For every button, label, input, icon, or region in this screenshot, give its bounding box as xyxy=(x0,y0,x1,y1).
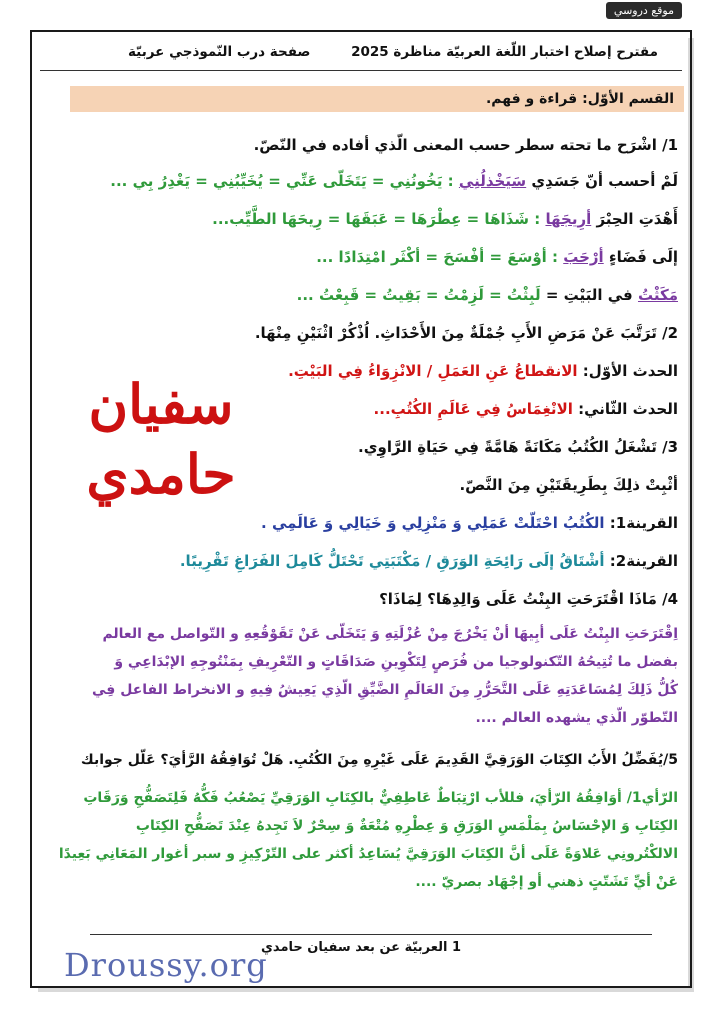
q2-e2-text: الانْغِمَاسُ فِي عَالَمِ الكُتُبِ... xyxy=(373,400,573,418)
brand-logo-text: Droussy.org xyxy=(64,946,268,984)
q4-answer-line-3: كُلُّ ذَلِكَ لِمُسَاعَدَتِهِ عَلَى التَّحَرُّرِ مِنَ العَالَمِ الضَّيِّقِ الّذِي يَعِيشُ فِيهِ و الانخراط الفاعل فِي xyxy=(92,682,678,698)
q1-question: 1/ اشْرَح ما تحته سطر حسب المعنى الّذي أفاده في النّصّ. xyxy=(253,136,678,154)
q3-c1-label: القرينة1: xyxy=(604,514,678,532)
q3-clue-2 xyxy=(180,552,678,570)
signature-first-name: سفيان xyxy=(88,372,234,436)
q1-l1-word: سَيَخْذلُنِي xyxy=(458,172,527,190)
q1-l4-word: مَكَثْتُ xyxy=(637,286,678,304)
q3-clue-1 xyxy=(261,514,678,532)
q2-event-1 xyxy=(288,362,678,380)
q1-l2-def: : شَذَاهَا = عِطْرَهَا = عَبَقَهَا = رِيحَهَا الطَّيِّب... xyxy=(212,210,546,228)
q2-e2-label: الحدث الثّاني: xyxy=(572,400,678,418)
q1-l2-word: أرِيجَهَا xyxy=(545,210,592,228)
q1-line-2 xyxy=(212,210,678,228)
q2-question: 2/ تَرَتَّبَ عَنْ مَرَضِ الأَبِ جُمْلَةٌ مِنَ الأَحْدَاثِ. اُذْكُرْ اثْنَيْنِ مِنْهَا. xyxy=(254,324,678,342)
site-tag: موقع دروسي xyxy=(606,2,682,19)
q4-question: 4/ مَاذَا اقْتَرَحَتِ البِنْتُ عَلَى وَالِدِهَا؟ لِمَاذَا؟ xyxy=(379,590,678,608)
header-subtitle: صفحة درب النّموذجي عربيّة xyxy=(128,44,311,60)
q1-l3-word: أرْحَبَ xyxy=(563,248,604,266)
q2-e1-text: الانقطاعُ عَنِ العَمَلِ / الانْزِوَاءُ فِي البَيْتِ. xyxy=(288,362,578,380)
q3-c1-text: الكُتُبُ احْتَلّتْ عَمَلِي وَ مَنْزِلِي وَ خَيَالِي وَ عَالَمِي . xyxy=(261,514,605,532)
q1-l3-def: : أوْسَعَ = أفْسَحَ = أكْثَر امْتِدَادًا ... xyxy=(316,248,564,266)
q5-question: 5/يُفَضِّلُ الأَبُ الكِتَابَ الوَرَقِيَّ القَدِيمَ عَلَى غَيْرِهِ مِنَ الكُتُبِ. هَلْ تُوَافِقُهُ الرَّأيَ؟ عَلّل جوابك xyxy=(80,752,678,768)
q5-answer-line-2: الكِتَابِ وَ الإحْسَاسُ بِمَلْمَسِ الوَرَقِ وَ عِطْرِهِ مُتْعَةٌ وَ سِحْرٌ لاَ تَجِدهُ عِنْدَ تَصَفُّحِ الكِتَابِ xyxy=(135,818,678,834)
q1-line-4 xyxy=(297,286,678,304)
header-title: مقترح إصلاح اختبار اللّغة العربيّة مناظرة 2025 xyxy=(351,44,658,60)
q5-answer-line-1: الرّأي1/ أوَافِقُهُ الرّأيَ، فللأب ارْتِبَاطٌ عَاطِفِيٌّ بالكِتَابِ الوَرَقِيِّ يَصْعُبُ فَكُّهُ فَلِتَصَفُّحِ وَرَقَاتِ xyxy=(83,790,678,806)
q4-answer-line-2: بفضل ما تُتِيحُهُ التّكنولوجيا من فُرَصٍ لِتَكْوِينِ صَدَاقَاتٍ و التّعْرِيفِ بِمَنْتُوجِهِ الإبْدَاعِي وَ xyxy=(114,654,678,670)
q3-question: 3/ تَشْغَلُ الكُتُبُ مَكَانَةً هَامَّةً فِي حَيَاةِ الرَّاوِي. xyxy=(358,438,678,456)
signature-last-name: حامدي xyxy=(86,442,236,506)
header-divider xyxy=(40,70,682,71)
q4-answer-line-4: التّطوّر الّذي يشهده العالم .... xyxy=(475,710,678,726)
q1-line-3 xyxy=(316,248,678,266)
q1-l1-def: : يَخُونُنِي = يَتَخَلّى عَنِّي = يُخَيِّبُنِي = يَغْدِرُ بِي ... xyxy=(110,172,459,190)
q1-l1-pre: لَمْ أحسب أنّ جَسَدِي xyxy=(526,172,678,190)
q3-c2-label: القرينة2: xyxy=(604,552,678,570)
footer-divider xyxy=(90,934,652,935)
page-footer: 1 العربيّة عن بعد سفيان حامدي xyxy=(261,940,461,955)
q1-l4-def: لَبِثْتُ = لَزِمْتُ = بَقِيتُ = قَبِعْتُ ... xyxy=(296,286,541,304)
q3-c2-text: أشْتَاقُ إلَى رَائِحَةِ الوَرَقِ / مَكْتَبَتِي تَحْتَلُّ كَامِلَ الفَرَاغِ تَقْرِيبًا. xyxy=(179,552,605,570)
q1-line-1 xyxy=(110,172,678,190)
q3-sub: أثْبِتْ ذلِكَ بِطَرِيقَتَيْنِ مِنَ النَّصّ. xyxy=(459,476,678,494)
page-header xyxy=(44,40,678,62)
q1-l4-pre: في البَيْتِ = xyxy=(540,286,638,304)
q1-l3-pre: إلَى فَضَاءٍ xyxy=(603,248,678,266)
exam-page xyxy=(30,30,692,988)
q2-event-2 xyxy=(374,400,678,418)
section-title: القسم الأوّل: قراءة و فهم. xyxy=(70,86,684,112)
q5-answer-line-4: عَنْ أيِّ تَشَتّتٍ ذهني أو إجْهَاد بصريّ .... xyxy=(415,874,678,890)
q4-answer-line-1: اِقْتَرَحَتِ البِنْتُ عَلَى أبِيهَا أنْ يَخْرُجَ مِنْ عُزْلَتِهِ وَ يَتَخَلّى عَنْ تَقَوْقُعِهِ و التّواصل مع العالم xyxy=(102,626,678,642)
q1-l2-pre: أَهْدَتِ الحِبْرَ xyxy=(591,210,678,228)
q2-e1-label: الحدث الأوّل: xyxy=(577,362,678,380)
q5-answer-line-3: الالكْتُرونِي عَلاوَةً عَلَى أنَّ الكِتَابَ الوَرَقِيَّ يُسَاعِدُ أكثر على التّرْكِيزِ و سبر أغوار المَعَانِي بَعِيدًا xyxy=(58,846,678,862)
